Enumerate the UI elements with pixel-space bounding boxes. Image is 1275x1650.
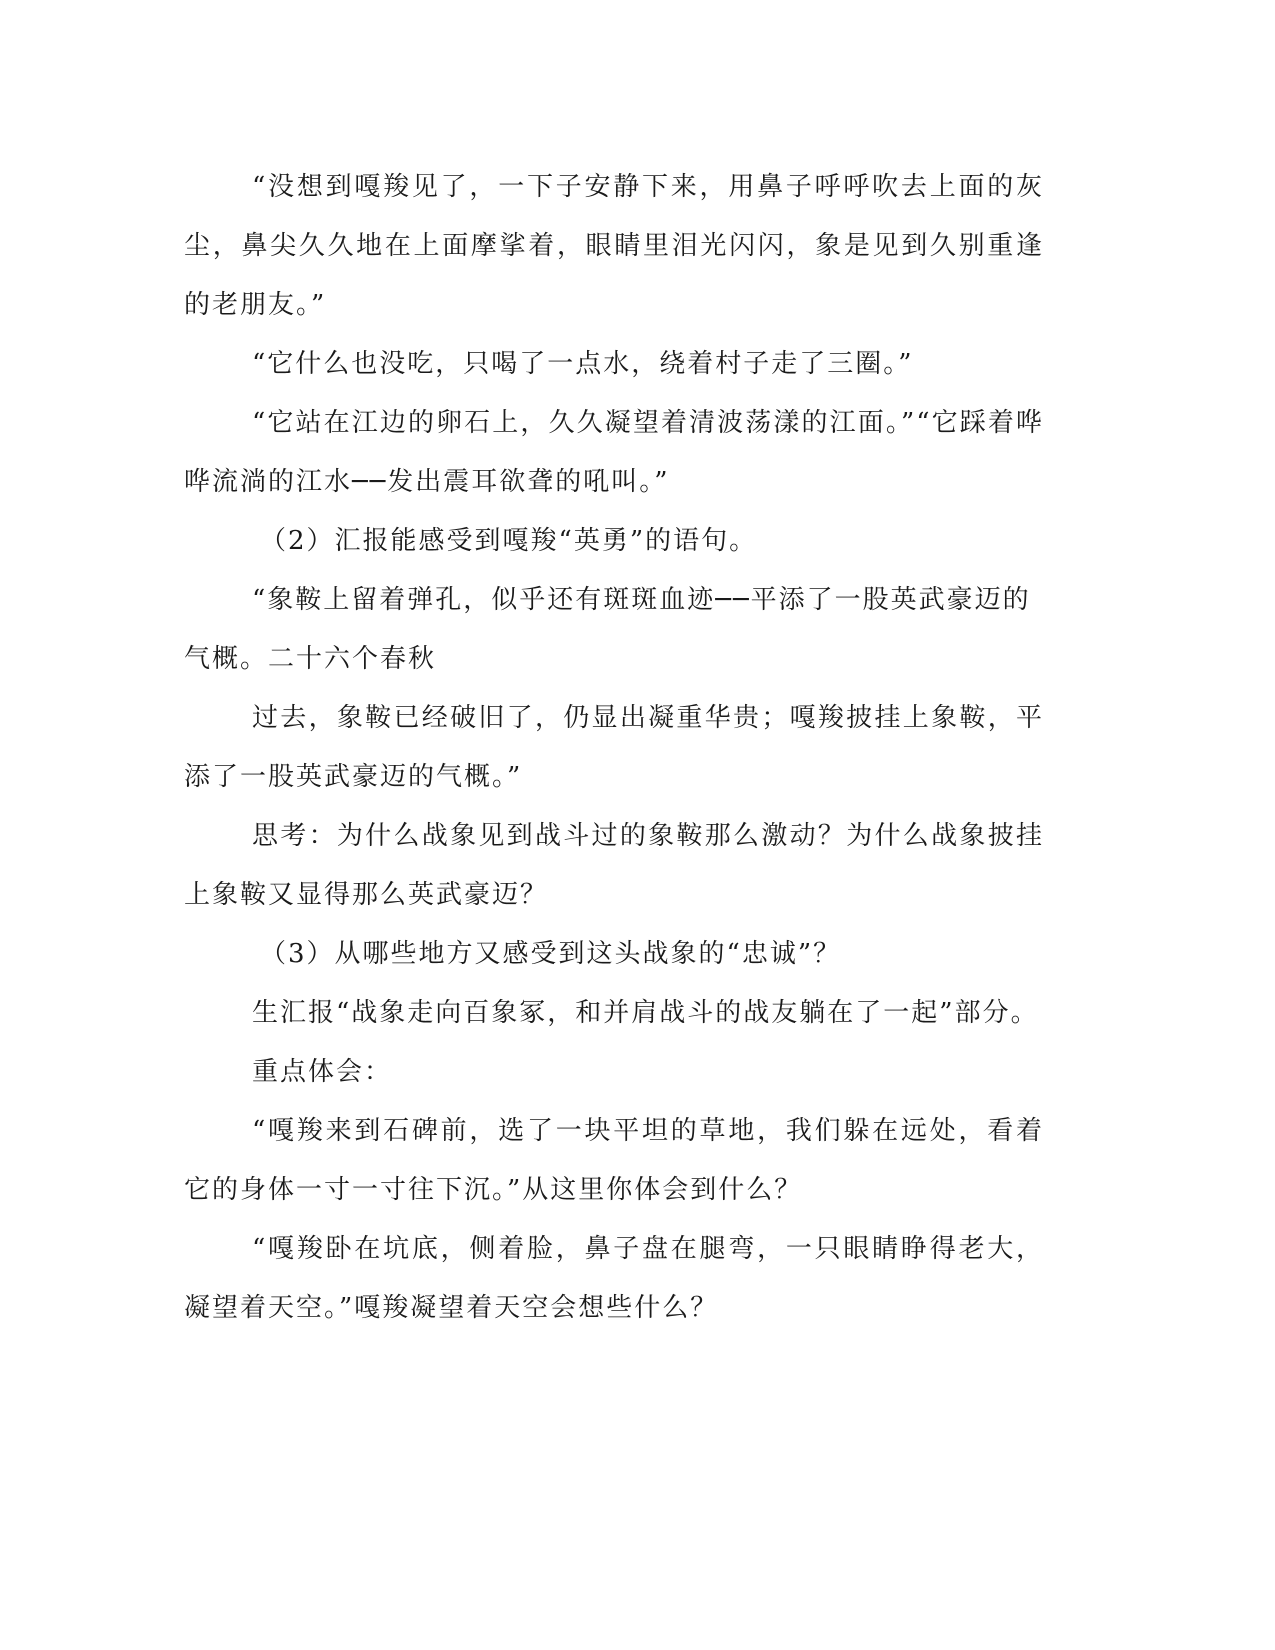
paragraph-quote-village: “它什么也没吃，只喝了一点水，绕着村子走了三圈。”: [252, 349, 914, 379]
paragraph-quote-gazing-sky: “嘎羧卧在坑底，侧着脸，鼻子盘在腿弯，一只眼睛睁得老大，凝望着天空。”嘎羧凝望着天空会想些什么？: [184, 1234, 1044, 1323]
paragraph-section-loyal: （3）从哪些地方又感受到这头战象的“忠诚”？: [260, 939, 842, 969]
paragraph-student-report: 生汇报“战象走向百象冢，和并肩战斗的战友躺在了一起”部分。: [252, 998, 1039, 1028]
paragraph-quote-river: “它站在江边的卵石上，久久凝望着清波荡漾的江面。”“它踩着哗哗流淌的江水──发出震耳欲聋的吼叫。”: [184, 408, 1044, 497]
paragraph-quote-saddle-bullet: “象鞍上留着弹孔，似乎还有斑斑血迹──平添了一股英武豪迈的: [252, 585, 1031, 615]
paragraph-key-points-label: 重点体会：: [252, 1057, 393, 1087]
paragraph-quote-saddle-worn: 过去，象鞍已经破旧了，仍显出凝重华贵；嘎羧披挂上象鞍，平添了一股英武豪迈的气概。”: [184, 703, 1044, 792]
paragraph-thinking-question: 思考：为什么战象见到战斗过的象鞍那么激动？为什么战象披挂上象鞍又显得那么英武豪迈？: [184, 821, 1044, 910]
paragraph-quote-saddle-continued: 气概。二十六个春秋: [184, 644, 437, 674]
paragraph-quote-stone-tablet: “嘎羧来到石碑前，选了一块平坦的草地，我们躲在远处，看着它的身体一寸一寸往下沉。”从这里你体会到什么？: [184, 1116, 1044, 1205]
paragraph-quote-saddle-reaction: “没想到嘎羧见了，一下子安静下来，用鼻子呼呼吹去上面的灰尘，鼻尖久久地在上面摩挲着，眼睛里泪光闪闪，象是见到久别重逢的老朋友。”: [184, 172, 1044, 320]
paragraph-section-brave: （2）汇报能感受到嘎羧“英勇”的语句。: [260, 526, 758, 556]
document-body: [184, 158, 1044, 1338]
